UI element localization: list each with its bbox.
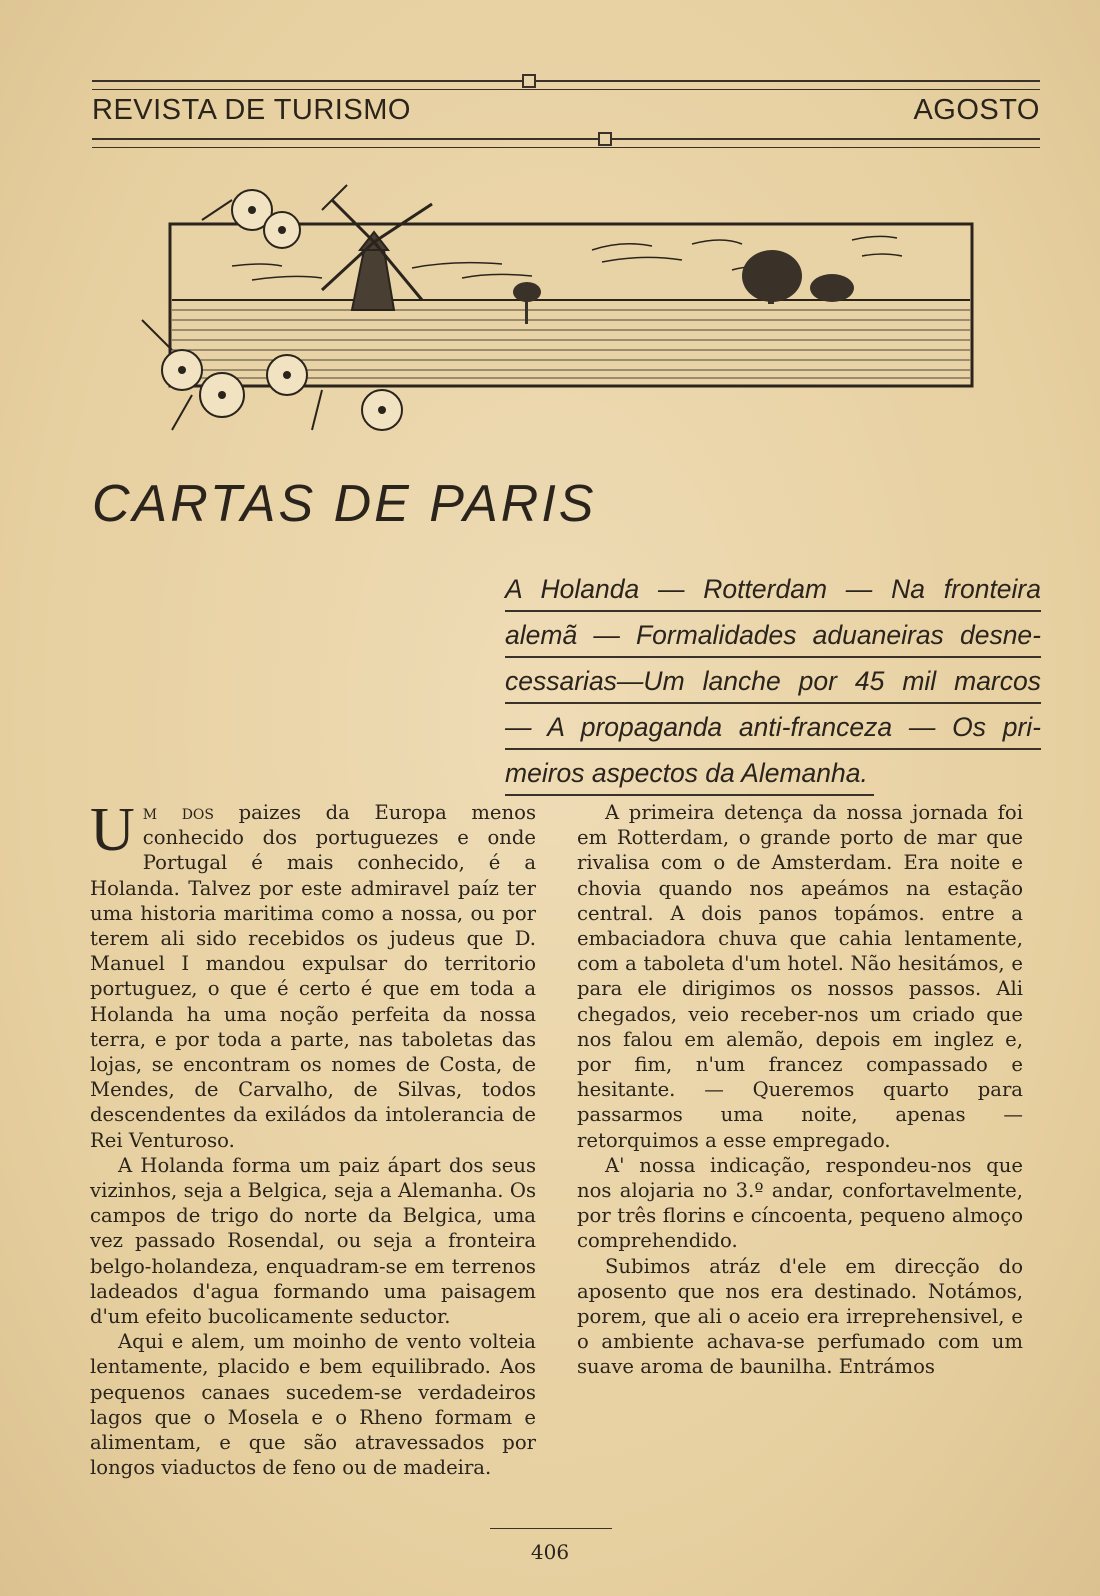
issue-month: AGOSTO (913, 94, 1040, 126)
header-rule-top (92, 80, 1040, 90)
article-summary (505, 566, 1041, 796)
rule-ornament (522, 74, 536, 88)
page-number: 406 (530, 1540, 570, 1564)
drop-cap: U (90, 796, 135, 864)
paragraph (90, 796, 536, 1153)
article-title: CARTAS DE PARIS (92, 475, 597, 533)
paragraph: A' nossa indicação, respondeu-nos que nos alojaria no 3.º andar, confortavelmente, por três florins e cíncoenta, pequeno almoço comprehendido. (577, 1153, 1023, 1253)
rule-ornament (598, 132, 612, 146)
paragraph: A Holanda forma um paiz ápart dos seus vizinhos, seja a Belgica, seja a Alemanha. Os campos de trigo do norte da Belgica, uma vez passado Rosendal, ou seja a fronteira belgo-holandeza, enquadram-se em terrenos ladeados d'agua formando uma paisagem d'um efeito bucolicamente seductor. (90, 1153, 536, 1329)
paragraph: Subimos atráz d'ele em direcção do aposento que nos era destinado. Notámos, porem, que ali o aceio era irreprehensivel, e o ambiente achava-se perfumado com um suave aroma de baunilha. Entrámos (577, 1254, 1023, 1379)
summary-line: alemã — Formalidades aduaneiras desne- (505, 612, 1041, 658)
column-left (90, 796, 536, 1480)
summary-line: A Holanda — Rotterdam — Na fronteira (505, 566, 1041, 612)
summary-line: meiros aspectos da Alemanha. (505, 750, 874, 796)
paragraph-lead: m dos (142, 801, 214, 824)
magazine-name: REVISTA DE TURISMO (92, 94, 411, 126)
footer-rule (490, 1528, 612, 1529)
column-right (577, 800, 1023, 1380)
paragraph: A primeira detença da nossa jornada foi em Rotterdam, o grande porto de mar que rivalisa com o de Amsterdam. Era noite e chovia quando nos apeámos na estação central. A dois panos topámos. entre a embaciadora chuva que cahia lentamente, com a taboleta d'um hotel. Não hesitámos, e para ele dirigimos os nossos passos. Ali chegados, veio receber-nos um criado que nos falou em alemão, depois em inglez e, por fim, n'um francez compassado e hesitante. — Queremos quarto para passarmos uma noite, apenas — retorquimos a esse empregado. (577, 801, 1023, 1152)
summary-line: — A propaganda anti-franceza — Os pri- (505, 704, 1041, 750)
summary-line: cessarias—Um lanche por 45 mil marcos (505, 658, 1041, 704)
paragraph-text: paizes da Europa menos conhecido dos portuguezes e onde Portugal é mais conhecido, é a Holanda. Talvez por este admiravel paíz ter uma historia maritima como a nossa, ou por terem ali sido recebidos os judeus que D. Manuel I mandou expulsar do territorio portuguez, o que é certo é que em toda a Holanda ha uma noção perfeita da nossa terra, e por toda a parte, nas taboletas das lojas, se encontram os nomes de Costa, de Mendes, de Carvalho, de Silvas, todos descendentes da exiládos da intolerancia de Rei Venturoso. (90, 801, 536, 1152)
windmill-landscape-illustration (132, 180, 982, 460)
paragraph: Aqui e alem, um moinho de vento volteia lentamente, placido e bem equilibrado. Aos pequenos canaes sucedem-se verdadeiros lagos que o Mosela e o Rheno formam e alimentam, e que são atravessados por longos viaductos de feno ou de madeira. (90, 1330, 536, 1480)
header-rule-bottom (92, 138, 1040, 148)
